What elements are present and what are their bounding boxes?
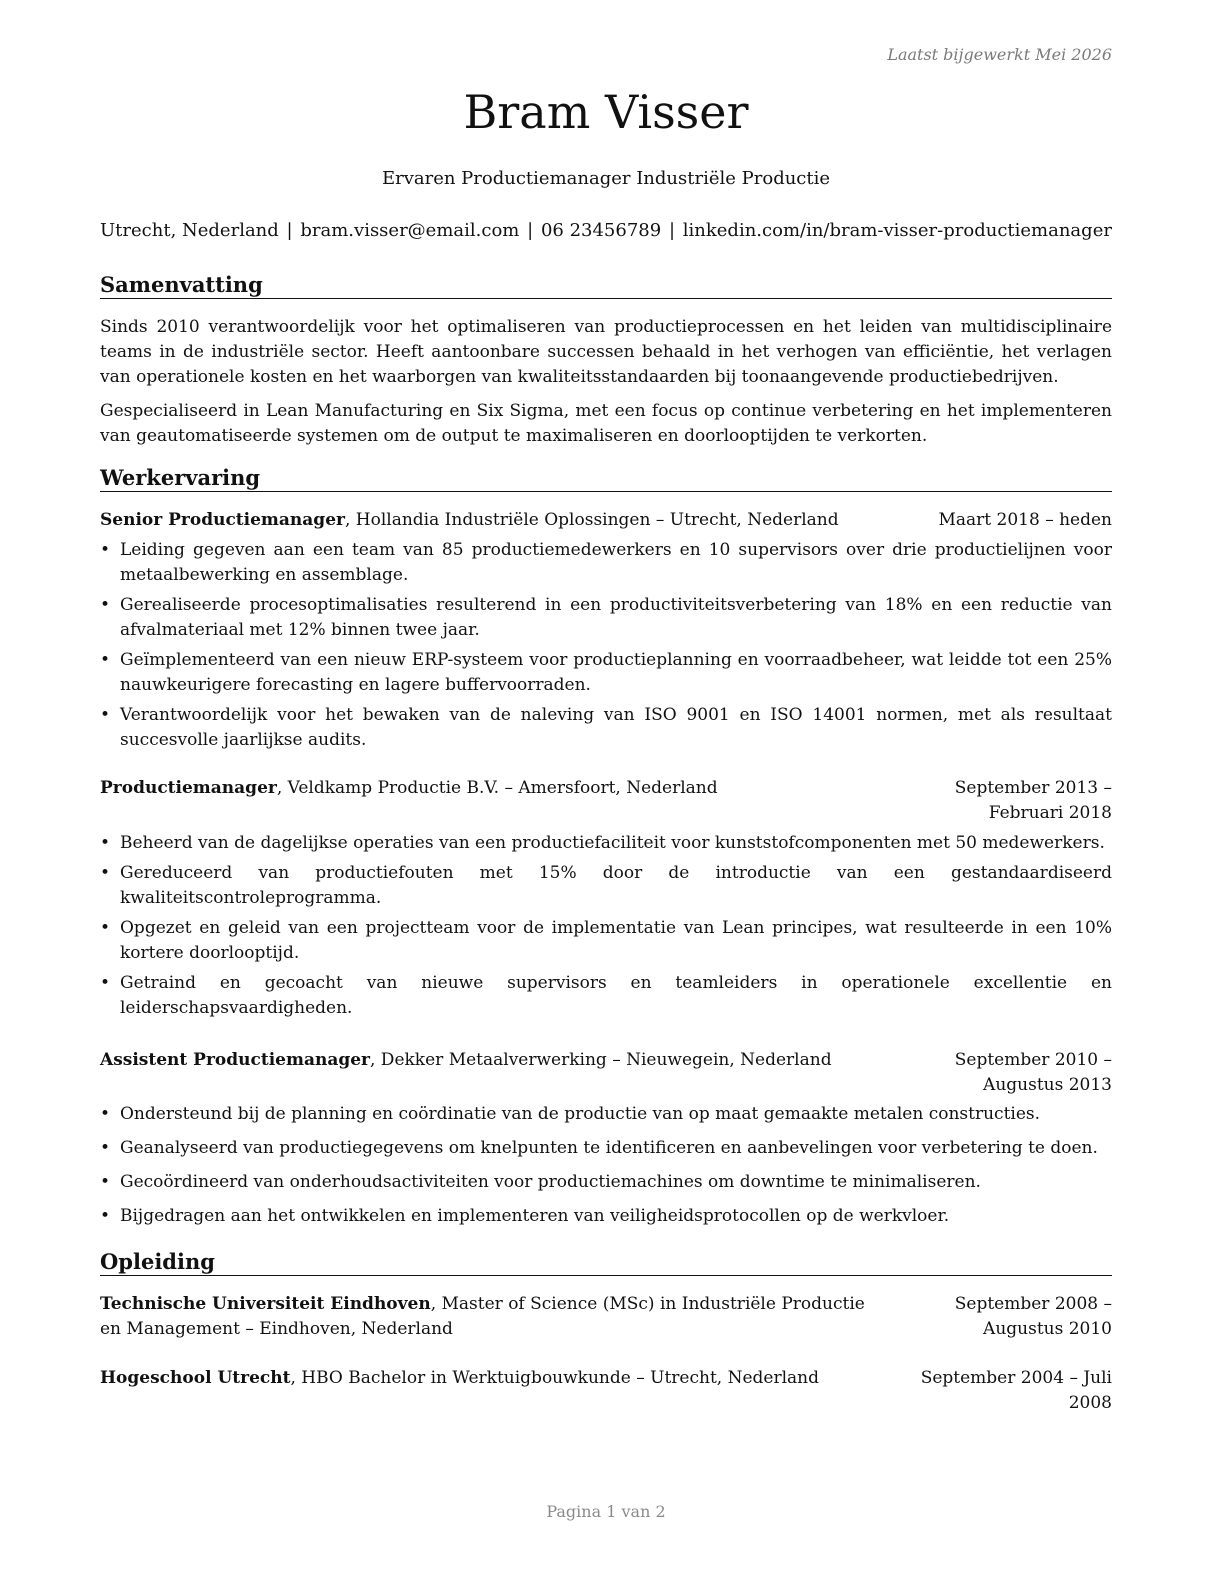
bullet-icon: •: [100, 1138, 111, 1158]
bullet-icon: •: [100, 1172, 111, 1192]
education-entry: [100, 1292, 1112, 1342]
list-item: [100, 861, 1112, 911]
section-heading-experience: Werkervaring: [100, 465, 1112, 492]
job-bullet-list: [100, 831, 1112, 1026]
bullet-text: Getraind en gecoacht van nieuwe supervisors en teamleiders in operationele excellentie en leiderschapsvaardigheden.: [120, 973, 1112, 1018]
bullet-icon: •: [100, 833, 111, 853]
bullet-text: Gerealiseerde procesoptimalisaties resulterend in een productiviteitsverbetering van 18% en een reductie van afvalmateriaal met 12% binnen twee jaar.: [120, 595, 1112, 640]
list-item: [100, 831, 1112, 856]
bullet-icon: •: [100, 595, 111, 615]
bullet-text: Ondersteund bij de planning en coördinatie van de productie van op maat gemaakte metalen constructies.: [120, 1104, 1041, 1124]
list-item: [100, 971, 1112, 1021]
job-header: [100, 508, 1112, 533]
bullet-text: Opgezet en geleid van een projectteam voor de implementatie van Lean principes, wat resulteerde in een 10% kortere doorlooptijd.: [120, 918, 1112, 963]
education-line: [100, 1366, 880, 1416]
job-title-line: [100, 508, 880, 533]
bullet-icon: •: [100, 540, 111, 560]
list-item: [100, 593, 1112, 643]
section-heading-summary: Samenvatting: [100, 272, 1112, 299]
bullet-text: Verantwoordelijk voor het bewaken van de naleving van ISO 9001 en ISO 14001 normen, met als resultaat succesvolle jaarlijkse audits.: [120, 705, 1112, 750]
job-organization: , Veldkamp Productie B.V. – Amersfoort, Nederland: [276, 778, 718, 798]
list-item: [100, 538, 1112, 588]
school-name: Hogeschool Utrecht: [100, 1368, 291, 1388]
section-heading-education: Opleiding: [100, 1249, 1112, 1276]
job-dates: Maart 2018 – heden: [938, 510, 1112, 530]
contact-linkedin[interactable]: linkedin.com/in/bram-visser-productiemanager: [682, 220, 1112, 241]
list-item: [100, 1102, 1112, 1127]
bullet-icon: •: [100, 918, 111, 938]
contact-separator: |: [668, 220, 676, 241]
contact-phone: 06 23456789: [540, 220, 662, 241]
education-line: [100, 1292, 880, 1342]
list-item: [100, 703, 1112, 753]
candidate-name: Bram Visser: [463, 85, 749, 139]
job-title-line: [100, 776, 880, 826]
bullet-icon: •: [100, 1206, 111, 1226]
list-item: [100, 916, 1112, 966]
bullet-text: Beheerd van de dagelijkse operaties van een productiefaciliteit voor kunststofcomponenten met 50 medewerkers.: [120, 833, 1105, 853]
job-dates: September 2013 – Februari 2018: [954, 778, 1112, 823]
bullet-text: Gereduceerd van productiefouten met 15% door de introductie van een gestandaardiseerd kwaliteitscontroleprogramma.: [120, 863, 1112, 908]
summary-paragraph: Gespecialiseerd in Lean Manufacturing en Six Sigma, met een focus op continue verbetering en het implementeren van geautomatiseerde systemen om de output te maximaliseren en doorlooptijden te verkorten.: [100, 401, 1112, 446]
resume-page: [100, 0, 1112, 1584]
education-dates: September 2004 – Juli 2008: [920, 1368, 1112, 1413]
job-title: Assistent Productiemanager: [100, 1050, 370, 1070]
page-number: Pagina 1 van 2: [546, 1502, 666, 1521]
education-entry: [100, 1366, 1112, 1416]
bullet-text: Gecoördineerd van onderhoudsactiviteiten voor productiemachines om downtime te minimaliseren.: [120, 1172, 981, 1192]
school-name: Technische Universiteit Eindhoven: [100, 1294, 431, 1314]
bullet-text: Leiding gegeven aan een team van 85 productiemedewerkers en 10 supervisors over drie productielijnen voor metaalbewerking en assemblage.: [120, 540, 1112, 585]
job-organization: , Hollandia Industriële Oplossingen – Utrecht, Nederland: [344, 510, 839, 530]
bullet-icon: •: [100, 705, 111, 725]
degree-detail: , HBO Bachelor in Werktuigbouwkunde – Utrecht, Nederland: [290, 1368, 819, 1388]
bullet-icon: •: [100, 650, 111, 670]
bullet-text: Geïmplementeerd van een nieuw ERP-systeem voor productieplanning en voorraadbeheer, wat leidde tot een 25% nauwkeurigere forecasting en lagere buffervoorraden.: [120, 650, 1112, 695]
education-dates: September 2008 – Augustus 2010: [954, 1294, 1112, 1339]
summary-paragraph: Sinds 2010 verantwoordelijk voor het optimaliseren van productieprocessen en het leiden van multidisciplinaire teams in de industriële sector. Heeft aantoonbare successen behaald in het verhogen van efficiëntie, het verlagen van operationele kosten en het waarborgen van kwaliteitsstandaarden bij toonaangevende productiebedrijven.: [100, 317, 1112, 387]
tagline: Ervaren Productiemanager Industriële Productie: [381, 168, 831, 189]
bullet-icon: •: [100, 863, 111, 883]
list-item: [100, 648, 1112, 698]
bullet-icon: •: [100, 973, 111, 993]
job-header: [100, 1048, 1112, 1098]
bullet-icon: •: [100, 1104, 111, 1124]
list-item: [100, 1136, 1112, 1161]
job-organization: , Dekker Metaalverwerking – Nieuwegein, Nederland: [370, 1050, 832, 1070]
contact-email[interactable]: bram.visser@email.com: [300, 220, 520, 241]
degree-detail: , Master of Science (MSc) in Industriële Productie en Management – Eindhoven, Nederland: [100, 1294, 865, 1339]
job-title: Senior Productiemanager: [100, 510, 345, 530]
job-bullet-list: [100, 1102, 1112, 1234]
contact-location: Utrecht, Nederland: [100, 220, 279, 241]
job-title: Productiemanager: [100, 778, 277, 798]
contact-bar: [100, 220, 1112, 242]
bullet-text: Bijgedragen aan het ontwikkelen en implementeren van veiligheidsprotocollen op de werkvloer.: [120, 1206, 950, 1226]
contact-separator: |: [286, 220, 293, 241]
job-title-line: [100, 1048, 880, 1098]
list-item: [100, 1170, 1112, 1195]
job-header: [100, 776, 1112, 826]
job-bullet-list: [100, 538, 1112, 758]
last-updated: Laatst bijgewerkt Mei 2026: [887, 45, 1112, 64]
job-dates: September 2010 – Augustus 2013: [954, 1050, 1112, 1095]
bullet-text: Geanalyseerd van productiegegevens om knelpunten te identificeren en aanbevelingen voor verbetering te doen.: [120, 1138, 1098, 1158]
list-item: [100, 1204, 1112, 1229]
contact-separator: |: [527, 220, 534, 241]
